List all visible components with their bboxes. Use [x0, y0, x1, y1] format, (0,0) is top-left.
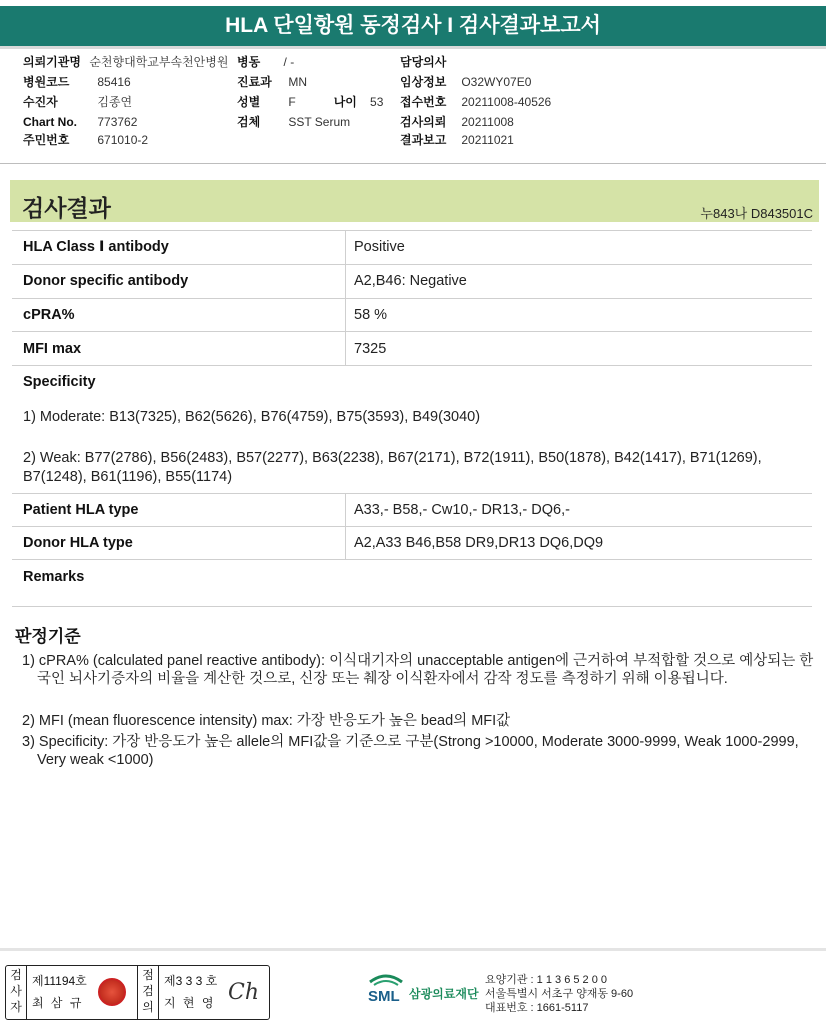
remarks-label: Remarks [23, 569, 85, 585]
institution-value: 순천향대학교부속천안병원 [89, 55, 229, 69]
dsa-label: Donor specific antibody [23, 273, 189, 289]
patient-hla-label: Patient HLA type [23, 502, 139, 518]
report-title: HLA 단일항원 동정검사 I 검사결과보고서 [0, 6, 826, 49]
header-row-institution [23, 53, 228, 72]
row-divider [12, 264, 812, 265]
reviewer-signature: Ch [228, 980, 260, 1005]
row-divider [12, 365, 812, 366]
dept-label: 진료과 [237, 75, 272, 89]
sml-logo-text: SML [368, 988, 400, 1004]
age-value: 53 [370, 95, 384, 109]
dept-value: MN [288, 75, 308, 89]
chart-value: 773762 [97, 115, 138, 129]
header-row-request-date [400, 113, 514, 132]
footer-divider [0, 948, 826, 951]
header-row-sex-age [237, 93, 383, 112]
header-row-chart [23, 113, 137, 132]
sml-logo-icon [366, 970, 406, 1004]
ward-label: 병동 [237, 55, 261, 69]
mfi-max-label: MFI max [23, 341, 82, 357]
patient-hla-value: A33,- B58,- Cw10,- DR13,- DQ6,- [354, 502, 570, 518]
header-row-hospital-code [23, 73, 131, 92]
criteria-item-1: 1) cPRA% (calculated panel reactive antibody): 이식대기자의 unacceptable antigen에 근거하여 부적합할 것으로 예상되는 한국인 뇌사기증자의 비율을 계산한 것으로, 신장 또는 췌장 이식환자에서 감작 정도를 측정하기 위해 이용됩니다. [22, 653, 814, 687]
specificity-weak-line1: 2) Weak: B77(2786), B56(2483), B57(2277), B63(2238), B67(2171), B72(1911), B50(1878), B42(1417), B71(1269), [23, 450, 762, 466]
inspector-label-cell [6, 966, 27, 1019]
resident-no-label: 주민번호 [23, 133, 70, 147]
resident-no-value: 671010-2 [97, 133, 149, 147]
receipt-no-value: 20211008-40526 [461, 95, 552, 109]
clinical-info-value: O32WY07E0 [461, 75, 532, 89]
cpra-value: 58 % [354, 307, 388, 323]
receipt-no-label: 접수번호 [400, 95, 447, 109]
donor-hla-value: A2,A33 B46,B58 DR9,DR13 DQ6,DQ9 [354, 535, 604, 551]
org-name: 삼광의료재단 [409, 987, 479, 1001]
report-date-value: 20211021 [461, 133, 514, 147]
criteria-title: 판정기준 [15, 627, 81, 646]
doctor-label: 담당의사 [400, 55, 447, 69]
age-label: 나이 [333, 95, 357, 109]
inspector-seal-icon [98, 978, 126, 1006]
row-divider [12, 298, 812, 299]
specimen-label: 검체 [237, 115, 261, 129]
specificity-weak-line2: B7(1248), B61(1196), B55(1174) [23, 469, 233, 485]
hla-class-label: HLA Class Ⅰ antibody [23, 239, 169, 255]
org-address: 서울특별시 서초구 양재동 9-60 [485, 988, 634, 1000]
hospital-code-label: 병원코드 [23, 75, 70, 89]
header-row-clinical-info [400, 73, 531, 92]
specificity-moderate: 1) Moderate: B13(7325), B62(5626), B76(4759), B75(3593), B49(3040) [23, 409, 481, 425]
criteria-item-3: 3) Specificity: 가장 반응도가 높은 allele의 MFI값을 기준으로 구분(Strong >10000, Moderate 3000-9999, Weak 1000-2999, Very weak <1000) [22, 734, 799, 768]
row-divider [12, 230, 812, 231]
header-row-patient [23, 93, 132, 112]
institution-label: 의뢰기관명 [23, 55, 81, 69]
ward-value: / - [283, 55, 295, 69]
header-row-report-date [400, 131, 514, 150]
header-divider [0, 163, 826, 164]
specimen-value: SST Serum [288, 115, 351, 129]
request-date-label: 검사의뢰 [400, 115, 447, 129]
column-divider [345, 493, 346, 559]
hospital-code-value: 85416 [97, 75, 131, 89]
header-row-doctor [400, 53, 458, 72]
signature-box [5, 965, 270, 1020]
reviewer-label: 점검의 [142, 968, 154, 1014]
sex-label: 성별 [237, 95, 261, 109]
chart-label: Chart No. [23, 115, 77, 129]
header-row-specimen [237, 113, 350, 132]
patient-value: 김종연 [97, 95, 133, 109]
inspector-label: 검사자 [10, 968, 22, 1014]
row-divider [12, 606, 812, 607]
hla-class-value: Positive [354, 239, 405, 255]
reviewer-label-cell [137, 966, 159, 1019]
inspector-name: 최 삼 규 [32, 996, 84, 1010]
header-row-resident-no [23, 131, 148, 150]
specificity-label: Specificity [23, 374, 96, 390]
donor-hla-label: Donor HLA type [23, 535, 133, 551]
result-header-band [10, 180, 819, 222]
mfi-max-value: 7325 [354, 341, 387, 357]
reviewer-name: 지 현 영 [164, 996, 216, 1010]
inspector-license: 제11194호 [32, 974, 87, 988]
reviewer-license: 제3 3 3 호 [164, 974, 218, 988]
patient-label: 수진자 [23, 95, 58, 109]
sex-value: F [288, 95, 296, 109]
cpra-label: cPRA% [23, 307, 75, 323]
row-divider [12, 493, 812, 494]
institution-no: 요양기관 : 1 1 3 6 5 2 0 0 [485, 974, 608, 986]
header-row-dept [237, 73, 307, 92]
header-row-receipt-no [400, 93, 551, 112]
column-divider [345, 230, 346, 365]
result-title: 검사결과 [22, 195, 111, 221]
clinical-info-label: 임상정보 [400, 75, 447, 89]
row-divider [12, 331, 812, 332]
criteria-item-2: 2) MFI (mean fluorescence intensity) max: 가장 반응도가 높은 bead의 MFI값 [22, 713, 511, 729]
org-phone: 대표번호 : 1661-5117 [485, 1002, 589, 1014]
row-divider [12, 526, 812, 527]
request-date-value: 20211008 [461, 115, 514, 129]
dsa-value: A2,B46: Negative [354, 273, 467, 289]
header-row-ward [237, 53, 294, 72]
result-code: 누843나 D843501C [700, 206, 813, 221]
row-divider [12, 559, 812, 560]
report-date-label: 결과보고 [400, 133, 447, 147]
